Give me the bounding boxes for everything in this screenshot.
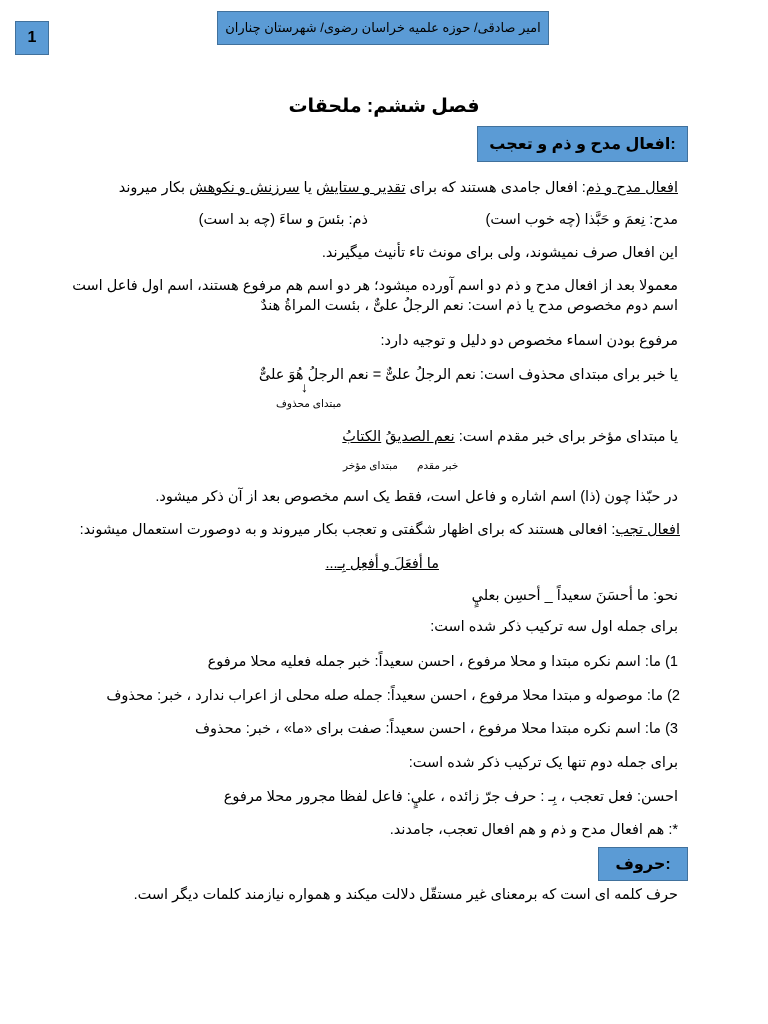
- section-heading-huruf: حروف:: [598, 847, 688, 881]
- list-item: 3) ما: اسم نکره مبتدا محلا مرفوع ، احسن سعیداً: صفت برای «ما» ، خبر: محذوف: [194, 721, 678, 737]
- text-line: برای جمله اول سه ترکیب ذکر شده است:: [430, 619, 678, 635]
- down-arrow-icon: ↓: [301, 379, 308, 395]
- chapter-title: فصل ششم: ملحقات: [288, 96, 480, 117]
- list-item: 1) ما: اسم نکره مبتدا و محلا مرفوع ، احسن سعیداً: خبر جمله فعلیه محلا مرفوع: [207, 654, 678, 670]
- text-line: اسم دوم مخصوص مدح یا ذم است: نعم الرجلُ علیٌّ ، بئست المراةُ هندٌ: [260, 298, 678, 314]
- taajjub-forms: ما أفعَلَ و أفعِل بِـ...: [325, 556, 439, 572]
- section-heading-madh-zamm: افعال مدح و ذم و تعجب:: [477, 126, 688, 162]
- label-khabar-muqaddam: خبر مقدم: [417, 460, 459, 472]
- term-taajjub: افعال تجب: [615, 522, 680, 538]
- definition-madh-zamm: افعال مدح و ذم: افعال جامدی هستند که برای تقدیر و ستایش یا سرزنش و نکوهش بکار میروند: [118, 180, 678, 196]
- text-line: مرفوع بودن اسماء مخصوص دو دلیل و توجیه دارد:: [380, 333, 678, 349]
- text-line: معمولا بعد از افعال مدح و ذم دو اسم آورده میشود؛ هر دو اسم هم مرفوع هستند، اسم اول فاعل است: [72, 278, 678, 294]
- header-author-box: امیر صادقی/ حوزه علمیه خراسان رضوی/ شهرستان چناران: [217, 11, 549, 45]
- text-line: نحو: ما أحسَنَ سعیداً _ أحسِن بعليٍ: [471, 588, 678, 604]
- note-line: *: هم افعال مدح و ذم و هم افعال تعجب، جامدند.: [389, 822, 678, 838]
- text-line: این افعال صرف نمیشوند، ولی برای مونث تاء تأنیث میگیرند.: [321, 245, 678, 261]
- label-mubtada-muakhkhar: مبتدای مؤخر: [343, 460, 398, 472]
- text-line: یا خبر برای مبتدای محذوف است: نعم الرجلُ علیٌّ = نعم الرجلُ هُوَ علیٌّ: [258, 367, 678, 383]
- label-mubtada-mahzuf: مبتدای محذوف: [276, 398, 342, 410]
- text-line: یا مبتدای مؤخر برای خبر مقدم است: نعم الصدیقُ الکتابُ: [342, 429, 678, 445]
- text-line: احسن: فعل تعجب ، بِـ : حرف جرّ زائده ، عليٍ: فاعل لفظا مجرور محلا مرفوع: [223, 789, 678, 805]
- text-line: برای جمله دوم تنها یک ترکیب ذکر شده است:: [408, 755, 678, 771]
- page-number: 1: [15, 21, 49, 55]
- definition-taajjub: افعال تجب: افعالی هستند که برای اظهار شگفتی و تعجب بکار میروند و به دوصورت استعمال میشوند:: [79, 522, 680, 538]
- madh-verbs: مدح: نِعمَ و حَبَّذا (چه خوب است): [485, 212, 678, 228]
- zamm-verbs: ذم: بئسَ و ساءَ (چه بد است): [198, 212, 368, 228]
- term-madh-zamm: افعال مدح و ذم: [585, 180, 678, 196]
- text-line: حرف کلمه ای است که برمعنای غیر مستقّل دلالت میکند و همواره نیازمند کلمات دیگر است.: [133, 887, 678, 903]
- list-item: 2) ما: موصوله و مبتدا محلا مرفوع ، احسن سعیداً: جمله صله محلی از اعراب ندارد ، خبر: محذوف: [106, 688, 680, 704]
- text-line: در حبّذا چون (ذا) اسم اشاره و فاعل است، فقط یک اسم مخصوص بعد از آن ذکر میشود.: [155, 489, 678, 505]
